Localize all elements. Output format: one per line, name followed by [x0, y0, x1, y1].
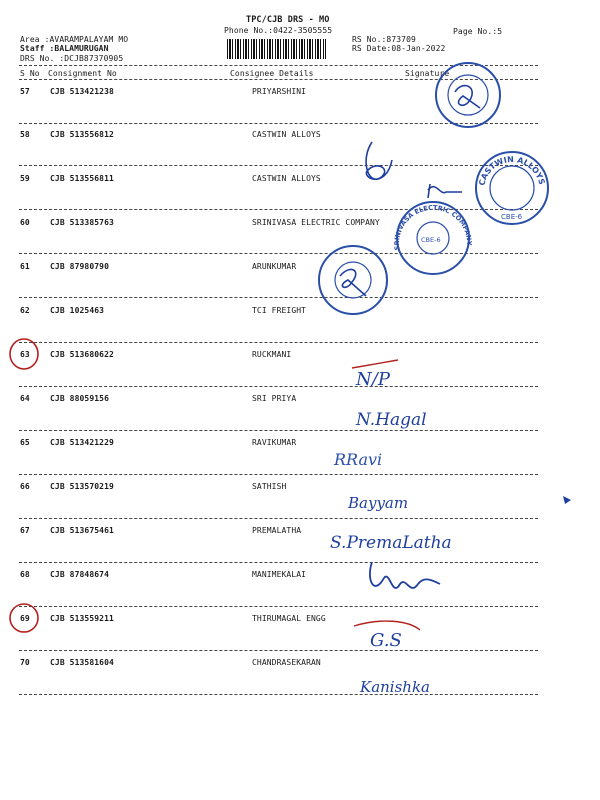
handwritten-gs: G.S: [370, 630, 402, 651]
row-sno: 59: [20, 174, 30, 183]
row-consignment: CJB 87848674: [50, 570, 109, 579]
row-consignee: THIRUMAGAL ENGG: [252, 614, 326, 623]
handwritten-kanishka: Kanishka: [360, 678, 430, 696]
castwin-stamp-text: CASTWIN ALLOYS: [477, 154, 547, 187]
row-consignee: SATHISH: [252, 482, 287, 491]
col-consignment: Consignment No: [48, 69, 117, 78]
row-consignment: CJB 513581604: [50, 658, 114, 667]
row-consignee: RAVIKUMAR: [252, 438, 297, 447]
handwritten-premalatha: S.PremaLatha: [330, 533, 452, 553]
company-stamp-top: [436, 63, 500, 127]
row-consignee: PRIYARSHINI: [252, 87, 307, 96]
row-consignee: SRINIVASA ELECTRIC COMPANY: [252, 218, 380, 227]
row-sno: 58: [20, 130, 30, 139]
row-sno: 61: [20, 262, 30, 271]
row-consignee: ARUNKUMAR: [252, 262, 297, 271]
phone-number: Phone No.:0422-3505555: [224, 26, 333, 35]
row-consignee: MANIMEKALAI: [252, 570, 307, 579]
row-sno: 62: [20, 306, 30, 315]
signature-castwin: [366, 142, 392, 179]
drs-number: DRS No. :DCJB87370905: [20, 54, 124, 63]
col-consignee: Consignee Details: [230, 69, 314, 78]
row-sno: 65: [20, 438, 30, 447]
row-consignee: SRI PRIYA: [252, 394, 297, 403]
row-consignment: CJB 88059156: [50, 394, 109, 403]
row-consignee: CHANDRASEKARAN: [252, 658, 321, 667]
row-consignment: CJB 513421238: [50, 87, 114, 96]
castwin-stamp-city: CBE-6: [501, 213, 523, 221]
row-sno: 66: [20, 482, 30, 491]
row-consignment: CJB 513421229: [50, 438, 114, 447]
rs-date: RS Date:08-Jan-2022: [352, 44, 446, 53]
castwin-alloys-stamp: [476, 152, 548, 224]
row-consignment: CJB 513570219: [50, 482, 114, 491]
col-sno: S No: [20, 69, 40, 78]
red-circle-mark: [10, 604, 38, 632]
handwritten-ravi: RRavi: [334, 450, 383, 469]
row-consignee: CASTWIN ALLOYS: [252, 130, 321, 139]
page-number: Page No.:5: [453, 27, 503, 36]
handwritten-nhagal: N.Hagal: [356, 410, 427, 430]
row-sno: 70: [20, 658, 30, 667]
signature-row59: [428, 184, 462, 198]
row-sno: 64: [20, 394, 30, 403]
area-label: Area :AVARAMPALAYAM MO: [20, 35, 129, 44]
report-title: TPC/CJB DRS - MO: [246, 15, 330, 25]
row-consignment: CJB 513680622: [50, 350, 114, 359]
row-consignee: RUCKMANI: [252, 350, 292, 359]
round-stamp-arunkumar: [319, 246, 387, 314]
row-sno: 57: [20, 87, 30, 96]
svg-text:CASTWIN ALLOYS: [477, 155, 546, 187]
row-consignment: CJB 87980790: [50, 262, 109, 271]
row-sno: 69: [20, 614, 30, 623]
col-signature: Signature: [405, 69, 450, 78]
row-consignment: CJB 513385763: [50, 218, 114, 227]
row-consignment: CJB 513559211: [50, 614, 114, 623]
ink-mark: [563, 496, 571, 504]
row-sno: 60: [20, 218, 30, 227]
srinivasa-electric-stamp: [393, 202, 473, 274]
row-sno: 67: [20, 526, 30, 535]
row-consignee: TCI FREIGHT: [252, 306, 307, 315]
handwritten-np: N/P: [356, 369, 390, 390]
srinivasa-stamp-text: SRINIVASA ELECTRIC COMPANY: [392, 203, 474, 251]
rs-number: RS No.:873709: [352, 35, 416, 44]
row-consignee: PREMALATHA: [252, 526, 302, 535]
srinivasa-stamp-city: CBE-6: [421, 236, 441, 244]
red-circle-mark: [10, 339, 38, 369]
row-sno: 68: [20, 570, 30, 579]
row-consignment: CJB 1025463: [50, 306, 105, 315]
row-sno: 63: [20, 350, 30, 359]
staff-label: Staff :BALAMURUGAN: [20, 44, 109, 53]
row-consignment: CJB 513675461: [50, 526, 114, 535]
handwritten-bay: Bayyam: [348, 494, 409, 512]
signature-manimekalai: [370, 562, 440, 588]
row-consignee: CASTWIN ALLOYS: [252, 174, 321, 183]
row-consignment: CJB 513556812: [50, 130, 114, 139]
row-consignment: CJB 513556811: [50, 174, 114, 183]
